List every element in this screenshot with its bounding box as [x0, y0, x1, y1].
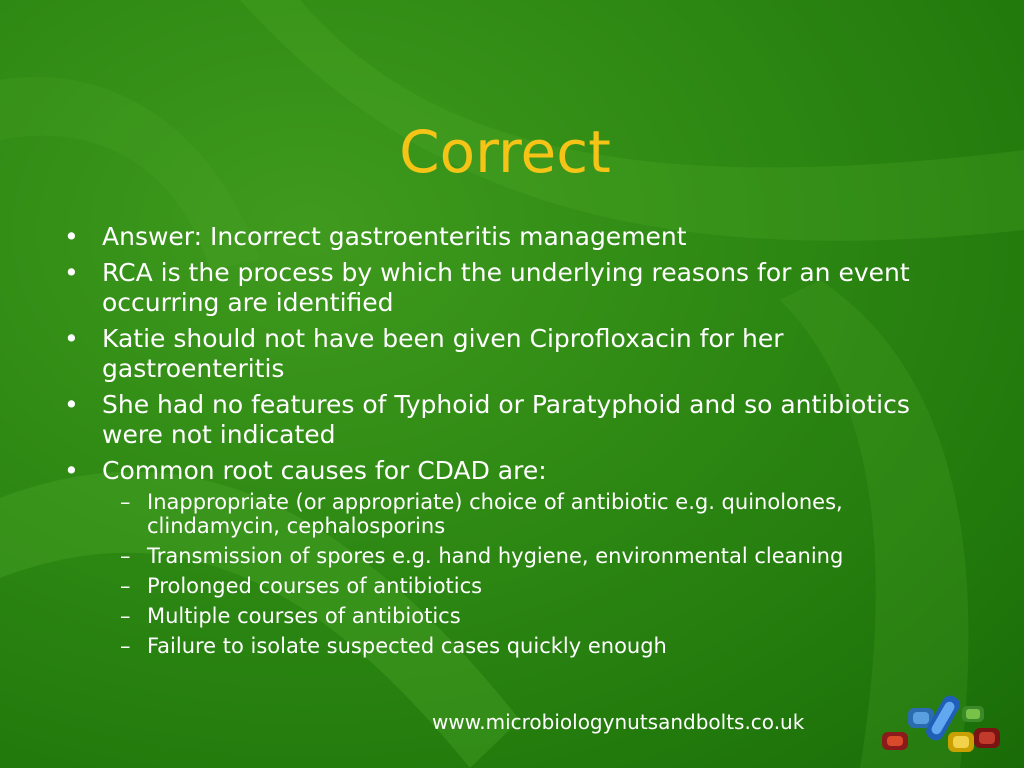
- bullet-text: Katie should not have been given Ciprofloxacin for her gastroenteritis: [102, 324, 784, 383]
- bullet-marker: •: [64, 258, 79, 287]
- bullet-text: Common root causes for CDAD are:: [102, 456, 547, 485]
- sub-bullet-item: [102, 544, 964, 568]
- bullet-item: [64, 390, 964, 450]
- bullet-text: RCA is the process by which the underlying reasons for an event occurring are identified: [102, 258, 910, 317]
- sub-bullet-text: Multiple courses of antibiotics: [147, 604, 461, 628]
- sub-bullet-text: Transmission of spores e.g. hand hygiene, environmental cleaning: [147, 544, 844, 568]
- bullet-marker: •: [64, 324, 79, 353]
- bullet-marker: •: [64, 222, 79, 251]
- slide-title: Correct: [399, 118, 611, 186]
- slide-content: [64, 222, 964, 664]
- bullet-item: [64, 258, 964, 318]
- bullet-text: She had no features of Typhoid or Paratyphoid and so antibiotics were not indicated: [102, 390, 910, 449]
- sub-bullet-item: [102, 574, 964, 598]
- bullet-item: [64, 324, 964, 384]
- sub-bullet-list: [102, 490, 964, 658]
- dash-marker: –: [120, 490, 131, 514]
- sub-bullet-text: Prolonged courses of antibiotics: [147, 574, 483, 598]
- footer-url: www.microbiologynutsandbolts.co.uk: [432, 710, 805, 734]
- sub-bullet-text: Failure to isolate suspected cases quickly enough: [147, 634, 667, 658]
- dash-marker: –: [120, 634, 131, 658]
- dash-marker: –: [120, 604, 131, 628]
- dash-marker: –: [120, 544, 131, 568]
- bullet-marker: •: [64, 456, 79, 485]
- sub-bullet-item: [102, 634, 964, 658]
- sub-bullet-item: [102, 604, 964, 628]
- bullet-marker: •: [64, 390, 79, 419]
- microbe-logo-icon: [878, 688, 1006, 758]
- sub-bullet-item: [102, 490, 964, 538]
- dash-marker: –: [120, 574, 131, 598]
- sub-bullet-text: Inappropriate (or appropriate) choice of antibiotic e.g. quinolones, clindamycin, cephalosporins: [147, 490, 843, 538]
- bullet-text: Answer: Incorrect gastroenteritis management: [102, 222, 687, 251]
- bullet-list: [64, 222, 964, 658]
- bullet-item: [64, 222, 964, 252]
- bullet-item: [64, 456, 964, 658]
